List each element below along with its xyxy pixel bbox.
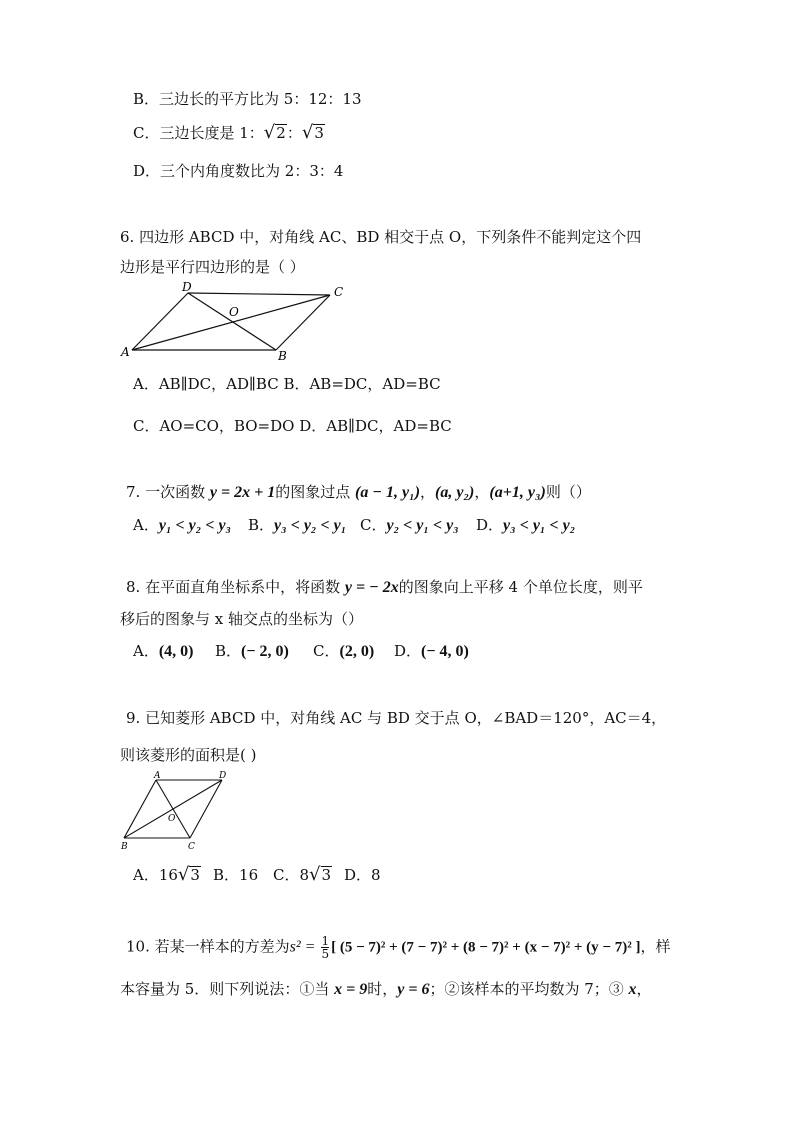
q7-sep-1: ，: [420, 483, 436, 501]
q9-option-b: B．16: [213, 866, 259, 884]
diagonal-ac: [132, 295, 330, 350]
q7-stem-mid: 的图象过点: [275, 483, 355, 501]
sqrt-3: √3: [309, 864, 332, 885]
q7-sep-2: ，: [474, 483, 490, 501]
q6-stem-line1: 6. 四边形 ABCD 中，对角线 AC、BD 相交于点 O，下列条件不能判定这个四: [120, 228, 642, 246]
sqrt-3: √3: [301, 122, 324, 143]
q7-point-1: (a − 1, y₁): [354, 484, 421, 501]
q6-parallelogram-figure: [118, 280, 358, 362]
q6-options-row1: A．AB∥DC，AD∥BC B．AB=DC，AD=BC: [133, 375, 441, 393]
q5-colon: ：: [286, 124, 302, 142]
q7-function: y = 2x + 1: [209, 484, 276, 501]
q6-stem-line2: 边形是平行四边形的是（ ）: [120, 258, 305, 276]
q10-stem-line1: [126, 935, 670, 960]
sqrt-2: √2: [263, 122, 286, 143]
diagonal-bd: [188, 293, 276, 350]
q8-option-d: D．(− 4, 0): [394, 642, 469, 660]
q8-stem-line1: [126, 577, 643, 598]
q10-stem-suffix: ，样: [640, 937, 671, 956]
q9-stem-line1: 9. 已知菱形 ABCD 中，对角线 AC 与 BD 交于点 O，∠BAD＝120°，AC＝4，: [126, 709, 667, 727]
q10-fraction: $\frac{1}{5}$: [321, 934, 330, 961]
label-b: B: [121, 842, 128, 852]
q9-option-c: C．8√3: [273, 864, 332, 885]
q8-option-a: A．(4, 0): [133, 642, 194, 660]
q8-option-b: B．(− 2, 0): [215, 642, 289, 660]
side-dc: [190, 780, 222, 838]
q6-options-row2: C．AO=CO，BO=DO D．AB∥DC，AD=BC: [133, 417, 452, 435]
q8-stem-suffix: 的图象向上平移 4 个单位长度，则平: [398, 578, 643, 596]
q5-option-c-prefix: C．三边长度是 1：: [133, 124, 264, 142]
q8-option-c: C．(2, 0): [313, 642, 375, 660]
q9-option-a: A．16√3: [133, 864, 200, 885]
label-b: B: [278, 349, 287, 362]
q8-function: y = − 2x: [344, 579, 399, 596]
label-o: O: [229, 305, 239, 319]
label-a: A: [154, 771, 161, 781]
label-d: D: [182, 280, 192, 294]
q9-stem-line2: 则该菱形的面积是( ): [120, 746, 257, 764]
q8-stem-prefix: 8. 在平面直角坐标系中，将函数: [126, 578, 345, 596]
q7-stem-suffix: 则（）: [545, 483, 591, 501]
side-ba: [124, 780, 156, 838]
q7-option-c: C．y₂ < y₁ < y₃: [360, 516, 459, 534]
side-cd: [188, 293, 330, 295]
label-c: C: [188, 842, 195, 852]
q9-option-d: D．8: [344, 866, 381, 884]
q10-formula: [ (5 − 7)² + (7 − 7)² + (8 − 7)² + (x − 7)² + (y − 7)² ]: [331, 939, 641, 956]
q10-variance-symbol: s² =: [289, 938, 320, 956]
label-c: C: [334, 285, 344, 299]
q7-stem: [126, 482, 591, 503]
q7-point-3: (a+1, y₃): [489, 484, 546, 501]
q7-stem-prefix: 7. 一次函数: [126, 483, 210, 501]
q5-option-d: D．三个内角度数比为 2：3：4: [133, 162, 344, 180]
diagonal-bd: [124, 780, 222, 838]
q9-rhombus-figure: [118, 770, 238, 852]
side-bc: [276, 295, 330, 350]
q5-option-b: B．三边长的平方比为 5：12：13: [133, 90, 362, 108]
q7-option-d: D．y₃ < y₁ < y₂: [476, 516, 576, 534]
label-d: D: [219, 771, 227, 781]
q10-stem-prefix: 10. 若某一样本的方差为: [126, 937, 290, 956]
side-da: [132, 293, 188, 350]
label-a: A: [121, 345, 130, 359]
q10-stem-line2: 本容量为 5．则下列说法：①当 x = 9时，y = 6；②该样本的平均数为 7；③ x，: [120, 980, 652, 998]
label-o: O: [168, 814, 176, 824]
q7-option-a: A．y₁ < y₂ < y₃: [133, 516, 232, 534]
q5-option-c: [133, 123, 325, 143]
q8-stem-line2: 移后的图象与 x 轴交点的坐标为（）: [120, 610, 363, 628]
sqrt-3: √3: [177, 864, 200, 885]
q7-option-b: B．y₃ < y₂ < y₁: [248, 516, 347, 534]
q7-point-2: (a, y₂): [435, 484, 475, 501]
